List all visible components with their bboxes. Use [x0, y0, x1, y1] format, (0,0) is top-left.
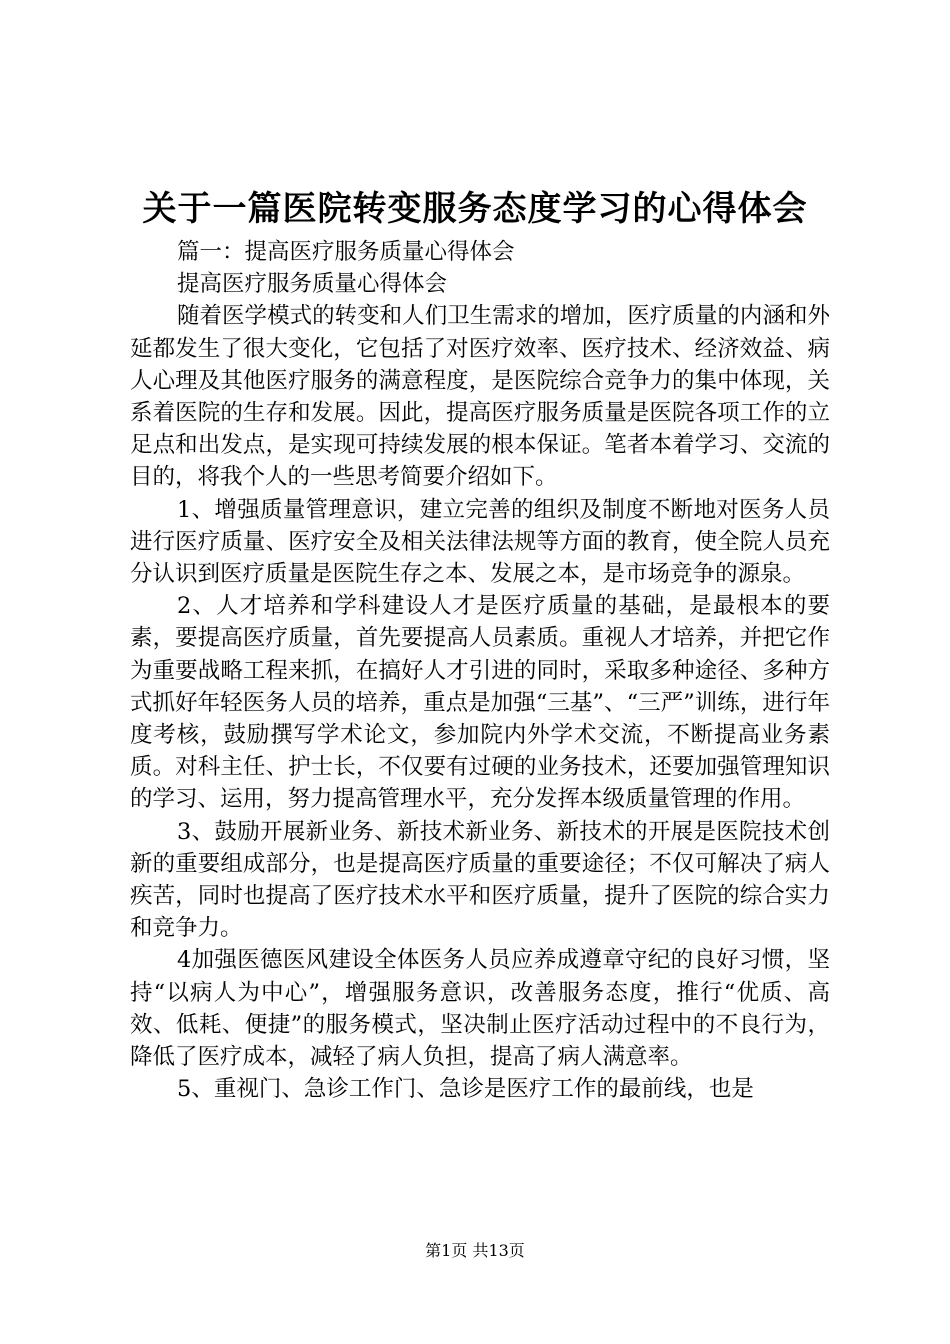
section-heading: 篇一：提高医疗服务质量心得体会 — [177, 239, 515, 265]
document-body — [130, 236, 830, 1105]
paragraph-point-2: 2、人才培养和学科建设人才是医疗质量的基础，是最根本的要素，要提高医疗质量，首先要提高人员素质。重视人才培养，并把它作为重要战略工程来抓，在搞好人才引进的同时，采取多种途径、多种方式抓好年轻医务人员的培养，重点是加强“三基”、“三严”训练，进行年度考核，鼓励撰写学术论文，参加院内外学术交流，不断提高业务素质。对科主任、护士长，不仅要有过硬的业务技术，还要加强管理知识的学习、运用，努力提高管理水平，充分发挥本级质量管理的作用。 — [130, 593, 830, 813]
paragraph-intro: 随着医学模式的转变和人们卫生需求的增加，医疗质量的内涵和外延都发生了很大变化，它包括了对医疗效率、医疗技术、经济效益、病人心理及其他医疗服务的满意程度，是医院综合竞争力的集中体现，关系着医院的生存和发展。因此，提高医疗服务质量是医院各项工作的立足点和出发点，是实现可持续发展的根本保证。笔者本着学习、交流的目的，将我个人的一些思考简要介绍如下。 — [130, 303, 830, 491]
paragraph-point-5: 5、重视门、急诊工作门、急诊是医疗工作的最前线，也是 — [177, 1076, 754, 1103]
subsection-heading: 提高医疗服务质量心得体会 — [177, 271, 448, 298]
page-number-footer: 第1页 共13页 — [425, 1241, 525, 1260]
document-title: 关于一篇医院转变服务态度学习的心得体会 — [142, 189, 808, 229]
paragraph-point-3: 3、鼓励开展新业务、新技术新业务、新技术的开展是医院技术创新的重要组成部分，也是提高医疗质量的重要途径；不仅可解决了病人疾苦，同时也提高了医疗技术水平和医疗质量，提升了医院的综合实力和竞争力。 — [130, 818, 830, 942]
paragraph-point-1: 1、增强质量管理意识，建立完善的组织及制度不断地对医务人员进行医疗质量、医疗安全及相关法律法规等方面的教育，使全院人员充分认识到医疗质量是医院生存之本、发展之本，是市场竞争的源泉。 — [130, 496, 830, 588]
paragraph-point-4: 4加强医德医风建设全体医务人员应养成遵章守纪的良好习惯，坚持“以病人为中心”，增强服务意识，改善服务态度，推行“优质、高效、低耗、便捷”的服务模式，坚决制止医疗活动过程中的不良行为，降低了医疗成本，减轻了病人负担，提高了病人满意率。 — [130, 947, 830, 1071]
